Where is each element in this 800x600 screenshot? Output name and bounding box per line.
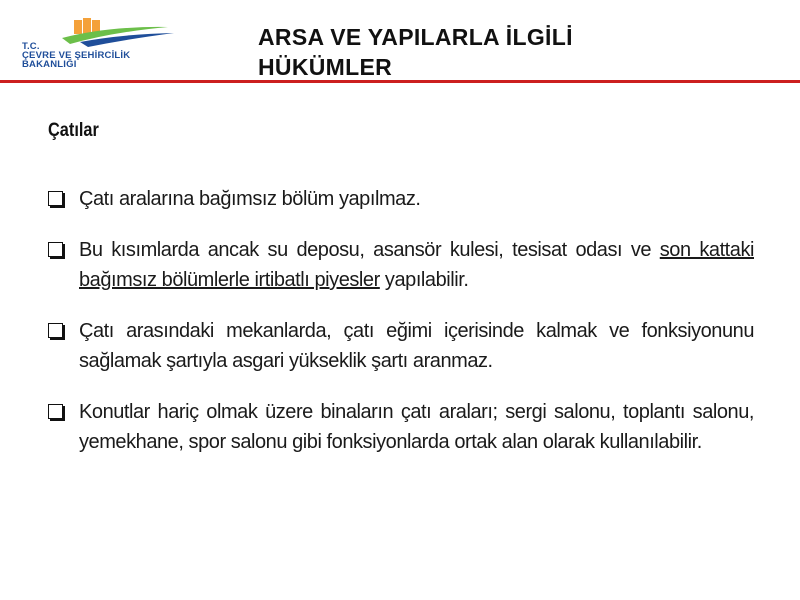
checkbox-bullet-icon bbox=[48, 242, 63, 257]
logo-text bbox=[22, 42, 130, 69]
page-title bbox=[258, 22, 678, 82]
bullet-text: Bu kısımlarda ancak su deposu, asansör kulesi, tesisat odası ve bbox=[79, 239, 660, 261]
bullet-text: Konutlar hariç olmak üzere binaların çatı araları; sergi salonu, toplantı salonu, yemekhane, spor salonu gibi fonksiyonlarda ortak alan olarak kullanılabilir. bbox=[79, 401, 754, 453]
checkbox-bullet-icon bbox=[48, 323, 63, 338]
logo-bar bbox=[74, 20, 82, 34]
logo-bar bbox=[83, 18, 91, 34]
page-title-line2: HÜKÜMLER bbox=[258, 54, 392, 80]
bullet-text: Çatı arasındaki mekanlarda, çatı eğimi içerisinde kalmak ve fonksiyonunu sağlamak şartıyla asgari yükseklik şartı aranmaz. bbox=[79, 320, 754, 372]
title-divider bbox=[0, 80, 800, 83]
bullet-list bbox=[48, 184, 754, 478]
ministry-logo bbox=[18, 14, 178, 74]
bullet-item bbox=[48, 397, 754, 457]
logo-line-ministry: ÇEVRE VE ŞEHİRCİLİK bbox=[22, 50, 131, 61]
bullet-underlined-text: son kattaki bağımsız bölümlerle irtibatlı piyesler bbox=[79, 239, 754, 291]
logo-line-tc: T.C. bbox=[22, 41, 40, 52]
bullet-text-after: yapılabilir. bbox=[379, 269, 469, 291]
checkbox-bullet-icon bbox=[48, 404, 63, 419]
logo-line-bakanligi: BAKANLIĞI bbox=[22, 59, 77, 70]
checkbox-bullet-icon bbox=[48, 191, 63, 206]
section-heading: Çatılar bbox=[48, 120, 99, 141]
page-title-line1: ARSA VE YAPILARLA İLGİLİ bbox=[258, 24, 573, 50]
bullet-item bbox=[48, 316, 754, 376]
bullet-item bbox=[48, 235, 754, 295]
bullet-text: Çatı aralarına bağımsız bölüm yapılmaz. bbox=[79, 188, 421, 210]
bullet-item bbox=[48, 184, 754, 214]
